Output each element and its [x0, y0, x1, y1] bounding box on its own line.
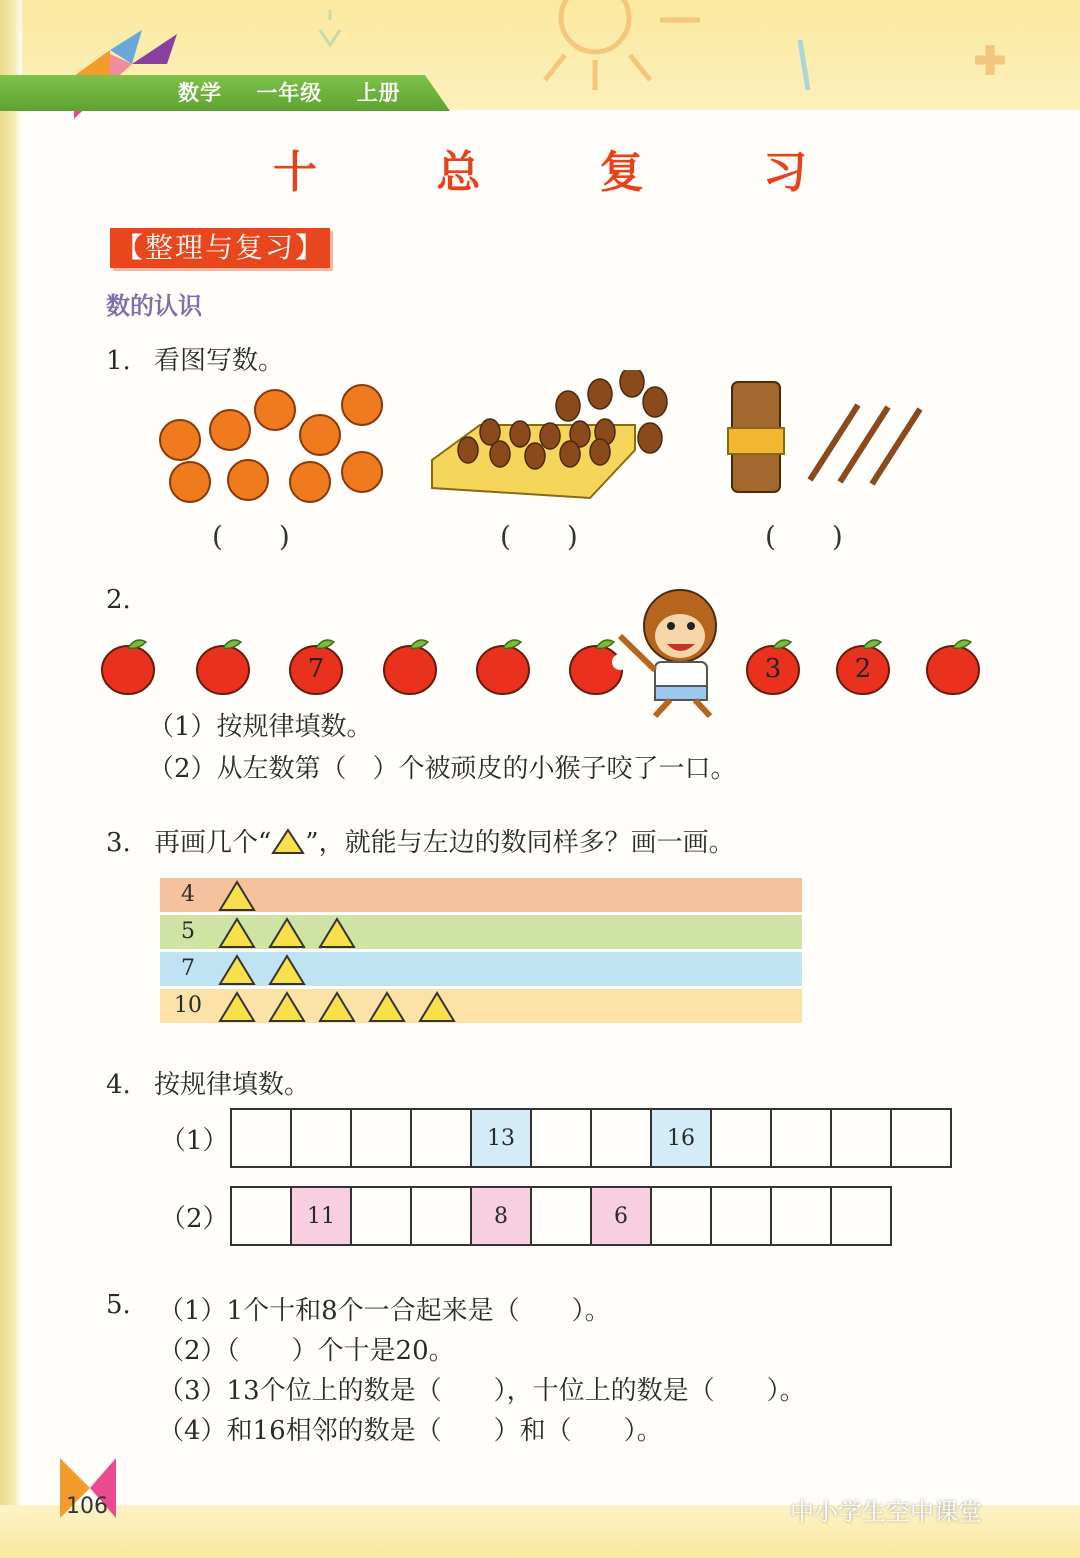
answer-box[interactable] — [532, 1110, 592, 1166]
answer-box[interactable] — [532, 1188, 592, 1244]
answer-box[interactable] — [412, 1188, 472, 1244]
answer-box[interactable] — [292, 1110, 352, 1166]
egg-tray-icon — [432, 370, 667, 498]
monkey-icon — [615, 586, 745, 721]
triangle-row[interactable] — [160, 989, 802, 1023]
q5-part-4: （4）和16相邻的数是（ ）和（ ）。 — [158, 1416, 663, 1446]
stick-bundle-icon — [728, 382, 920, 492]
answer-box[interactable] — [712, 1188, 772, 1244]
given-number-box: 13 — [472, 1110, 532, 1166]
apple-icon — [100, 636, 156, 694]
q2-part-1: （1）按规律填数。 — [148, 712, 373, 742]
row-count-label: 5 — [181, 919, 195, 944]
q1-answer-blank-2[interactable]: ( ) — [500, 520, 578, 553]
answer-box[interactable] — [412, 1110, 472, 1166]
header-volume: 上册 — [356, 81, 401, 105]
answer-box[interactable] — [832, 1188, 890, 1244]
triangle-icon — [271, 827, 305, 855]
answer-box[interactable] — [592, 1110, 652, 1166]
apple-icon — [475, 636, 531, 694]
answer-box[interactable] — [232, 1188, 292, 1244]
question-number: 5. — [106, 1290, 131, 1320]
page-left-edge — [0, 0, 22, 1558]
page-title: 十 总 复 习 — [273, 147, 859, 198]
row-count-label: 10 — [174, 993, 202, 1018]
answer-box[interactable] — [712, 1110, 772, 1166]
question-number: 1. — [106, 346, 131, 376]
answer-box[interactable] — [772, 1188, 832, 1244]
triangle-row[interactable] — [160, 952, 802, 986]
answer-box[interactable] — [892, 1110, 950, 1166]
answer-box[interactable] — [652, 1188, 712, 1244]
book-header — [178, 78, 427, 108]
apple-row — [100, 630, 1000, 700]
q4-row2-label: （2） — [160, 1204, 229, 1234]
q3-text-before: 再画几个“ — [154, 828, 272, 858]
apple-number: 3 — [764, 654, 782, 684]
triangle-row[interactable] — [160, 915, 802, 949]
apple-icon — [745, 636, 801, 694]
question-number: 4. — [106, 1070, 131, 1100]
q4-number-row-2 — [230, 1186, 892, 1246]
row-count-label: 7 — [181, 956, 195, 981]
question-4 — [106, 1064, 310, 1101]
question-number: 2. — [106, 585, 131, 615]
q4-number-row-1 — [230, 1108, 952, 1168]
q4-row1-label: （1） — [160, 1126, 229, 1156]
given-number-box: 8 — [472, 1188, 532, 1244]
subsection-heading: 数的认识 — [106, 292, 202, 320]
watermark: 中小学生空中课堂 — [790, 1498, 982, 1526]
apple-icon — [382, 636, 438, 694]
q3-text-after: ”，就能与左边的数同样多？画一画。 — [305, 828, 735, 858]
triangles — [218, 917, 378, 949]
question-text: 按规律填数。 — [154, 1070, 311, 1100]
given-number-box: 6 — [592, 1188, 652, 1244]
question-text: 看图写数。 — [154, 346, 285, 376]
q1-answer-blank-3[interactable]: ( ) — [765, 520, 843, 553]
apple-icon — [925, 636, 981, 694]
answer-box[interactable] — [232, 1110, 292, 1166]
question-5 — [106, 1290, 154, 1320]
oranges-icon — [160, 385, 382, 502]
q5-part-1: （1）1个十和8个一合起来是（ ）。 — [158, 1296, 611, 1326]
triangles — [218, 880, 278, 912]
answer-box[interactable] — [772, 1110, 832, 1166]
answer-box[interactable] — [352, 1188, 412, 1244]
apple-number: 2 — [854, 654, 872, 684]
triangles — [218, 954, 328, 986]
question-3 — [106, 822, 735, 859]
q2-part-2: （2）从左数第（ ）个被顽皮的小猴子咬了一口。 — [148, 754, 737, 784]
q1-answer-blank-1[interactable]: ( ) — [212, 520, 290, 553]
apple-icon — [195, 636, 251, 694]
answer-box[interactable] — [832, 1110, 892, 1166]
section-tag: 【整理与复习】 — [110, 228, 330, 268]
triangles — [218, 991, 478, 1023]
page-number: 106 — [66, 1494, 108, 1519]
q5-part-3: （3）13个位上的数是（ ），十位上的数是（ ）。 — [158, 1376, 806, 1406]
apple-icon — [288, 636, 344, 694]
apple-number: 7 — [307, 654, 325, 684]
q1-illustrations — [150, 370, 950, 510]
triangle-row[interactable] — [160, 878, 802, 912]
row-count-label: 4 — [181, 882, 195, 907]
question-2 — [106, 585, 154, 615]
answer-box[interactable] — [352, 1110, 412, 1166]
header-subject: 数学 — [178, 81, 222, 105]
given-number-box: 16 — [652, 1110, 712, 1166]
header-grade: 一年级 — [256, 81, 323, 105]
question-number: 3. — [106, 828, 131, 858]
q5-part-2: （2）（ ）个十是20。 — [158, 1336, 455, 1366]
apple-icon — [835, 636, 891, 694]
given-number-box: 11 — [292, 1188, 352, 1244]
